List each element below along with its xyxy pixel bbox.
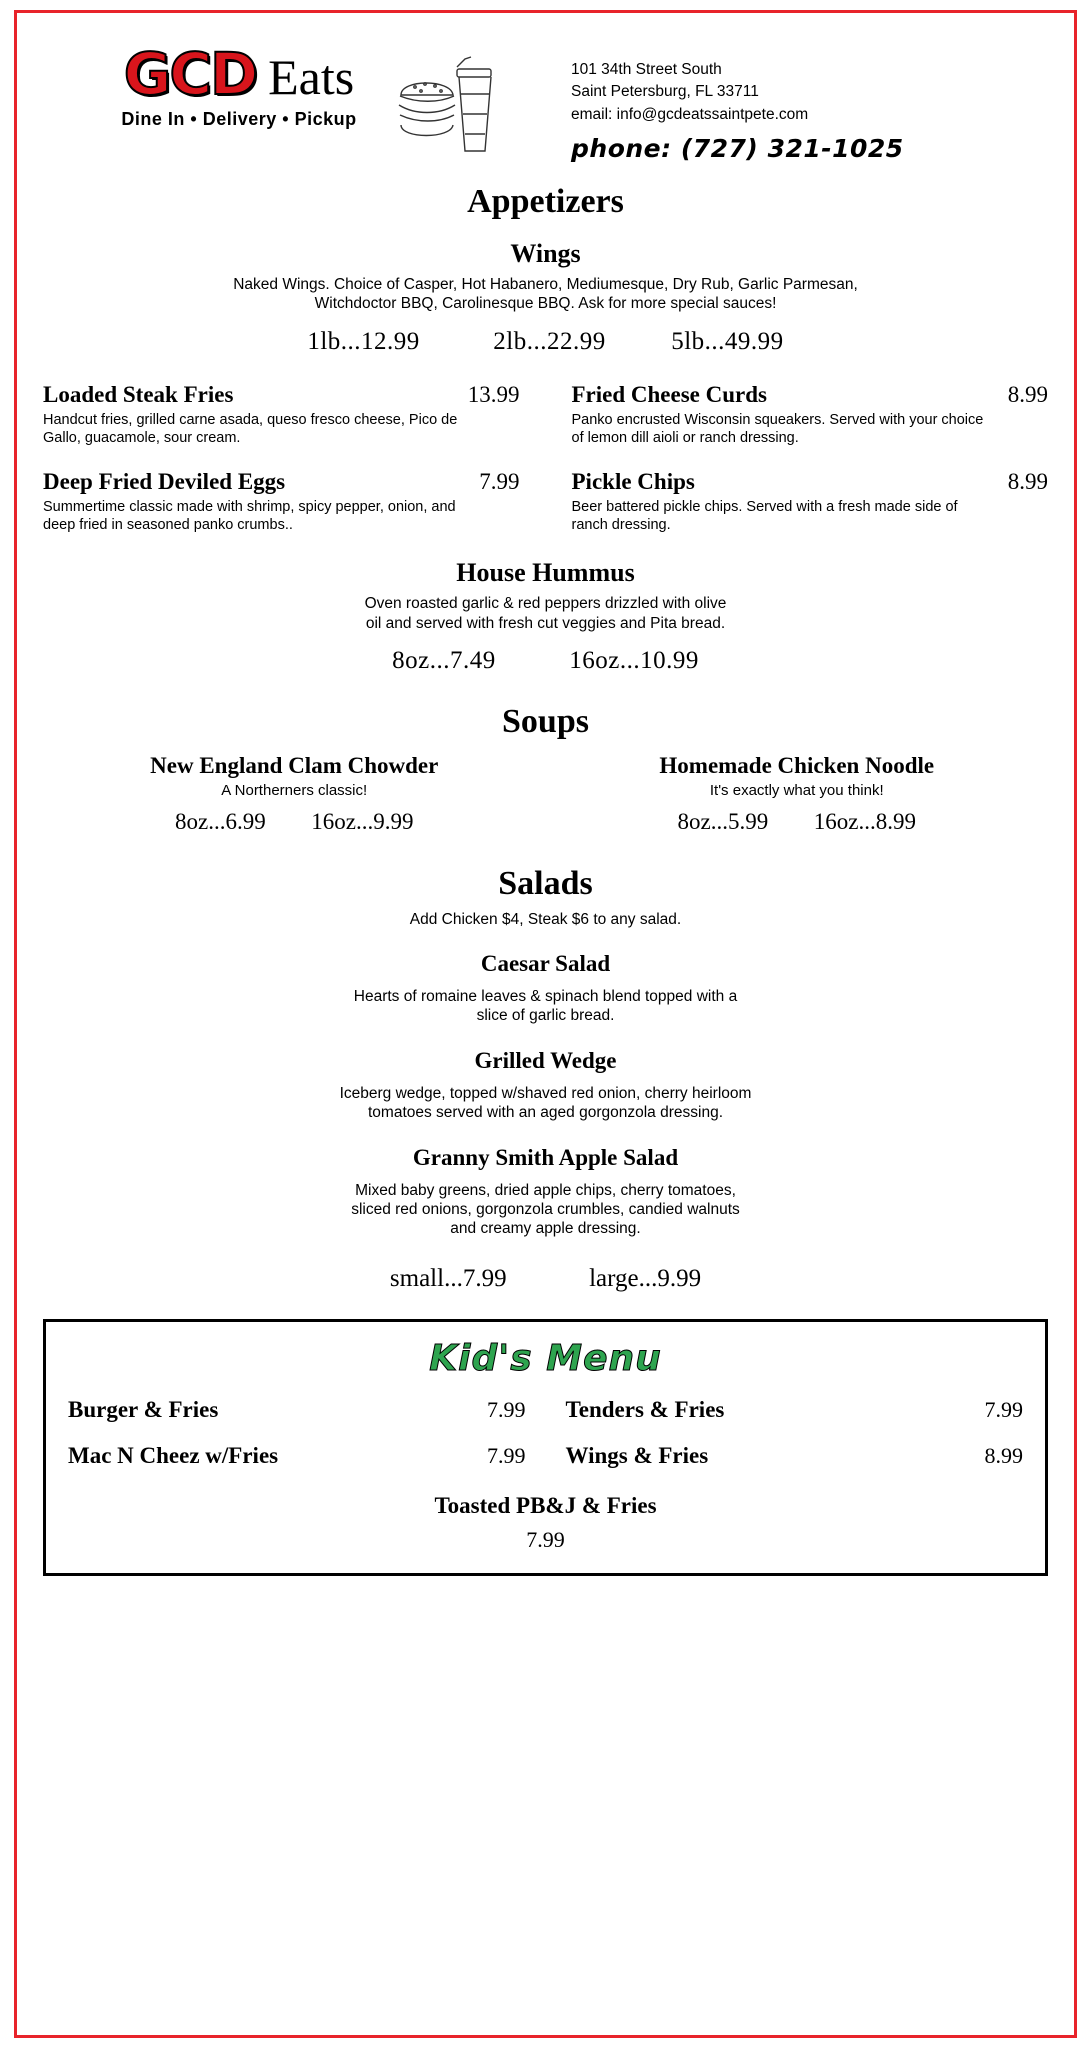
- item-name-fried-cheese-curds: Fried Cheese Curds: [571, 381, 767, 407]
- item-name-burger-and-fries: Burger & Fries: [68, 1396, 219, 1422]
- price-clam-chowder-8oz: 8oz...6.99: [175, 809, 266, 834]
- item-desc-clam-chowder: A Northerners classic!: [221, 782, 368, 799]
- item-price-tenders-and-fries: 7.99: [984, 1396, 1023, 1422]
- item-desc-house-hummus-line2: oil and served with fresh cut veggies and Pita bread.: [365, 614, 726, 632]
- price-clam-chowder-16oz: 16oz...9.99: [311, 809, 414, 834]
- email-line: email: info@gcdeatssaintpete.com: [571, 105, 809, 123]
- item-desc-apple-salad-line2: sliced red onions, gorgonzola crumbles, candied walnuts: [351, 1200, 740, 1218]
- item-price-wings-and-fries: 8.99: [984, 1442, 1023, 1468]
- kids-menu-row: [566, 1443, 1024, 1469]
- item-price-loaded-steak-fries: 13.99: [467, 381, 520, 407]
- price-wings-1lb: 1lb...12.99: [307, 327, 420, 355]
- price-chicken-noodle-8oz: 8oz...5.99: [677, 809, 769, 834]
- kids-menu-row: [68, 1397, 526, 1423]
- item-name-granny-smith-apple-salad: Granny Smith Apple Salad: [412, 1144, 679, 1170]
- item-price-fried-cheese-curds: 8.99: [1007, 381, 1048, 407]
- kids-menu-row: [566, 1397, 1024, 1423]
- address-line-1: 101 34th Street South: [571, 61, 722, 78]
- item-price-mac-n-cheez: 7.99: [487, 1442, 526, 1468]
- section-title-salads: Salads: [498, 865, 593, 902]
- item-desc-apple-salad-line3: and creamy apple dressing.: [450, 1220, 641, 1238]
- brand-logo: [89, 40, 389, 130]
- menu-item: [43, 469, 520, 534]
- item-name-house-hummus: House Hummus: [456, 558, 635, 588]
- phone-line: phone: (727) 321-1025: [571, 134, 904, 164]
- item-name-loaded-steak-fries: Loaded Steak Fries: [43, 381, 234, 407]
- section-title-soups: Soups: [502, 703, 589, 740]
- item-desc-house-hummus-line1: Oven roasted garlic & red peppers drizzled with olive: [364, 595, 727, 613]
- menu-header: [43, 27, 1048, 169]
- item-name-deep-fried-deviled-eggs: Deep Fried Deviled Eggs: [43, 469, 286, 494]
- price-wings-2lb: 2lb...22.99: [493, 327, 606, 355]
- contact-info: [571, 59, 904, 163]
- logo-eats-text: Eats: [268, 49, 355, 105]
- price-chicken-noodle-16oz: 16oz...8.99: [813, 809, 916, 834]
- item-price-toasted-pbj: 7.99: [526, 1526, 565, 1552]
- kids-menu-box: [43, 1319, 1048, 1576]
- item-desc-deep-fried-deviled-eggs: Summertime classic made with shrimp, spicy pepper, onion, and deep fried in seasoned panko crumbs..: [43, 499, 456, 534]
- item-desc-wings-line2: Witchdoctor BBQ, Carolinesque BBQ. Ask for more special sauces!: [314, 295, 777, 313]
- item-price-burger-and-fries: 7.99: [487, 1396, 526, 1422]
- item-name-toasted-pbj: Toasted PB&J & Fries: [434, 1492, 657, 1518]
- appetizer-column-right: [546, 382, 1049, 557]
- menu-item: [43, 1048, 1048, 1123]
- section-title-appetizers: Appetizers: [467, 183, 624, 220]
- menu-item: [43, 382, 520, 447]
- menu-item: [43, 1145, 1048, 1239]
- price-salad-small: small...7.99: [389, 1264, 507, 1292]
- item-name-chicken-noodle: Homemade Chicken Noodle: [659, 753, 935, 778]
- price-row-salads: [43, 1265, 1048, 1293]
- price-row-house-hummus: [43, 647, 1048, 675]
- item-name-grilled-wedge: Grilled Wedge: [474, 1047, 617, 1073]
- item-desc-caesar-salad-line1: Hearts of romaine leaves & spinach blend topped with a: [353, 988, 738, 1005]
- item-desc-wings-line1: Naked Wings. Choice of Casper, Hot Habanero, Mediumesque, Dry Rub, Garlic Parmesan,: [233, 276, 858, 293]
- price-row-chicken-noodle: [546, 809, 1049, 835]
- price-salad-large: large...9.99: [589, 1264, 702, 1292]
- menu-item: [572, 469, 1049, 534]
- item-name-tenders-and-fries: Tenders & Fries: [565, 1396, 725, 1422]
- price-hummus-16oz: 16oz...10.99: [569, 647, 699, 674]
- address-line-2: Saint Petersburg, FL 33711: [571, 83, 759, 101]
- item-desc-grilled-wedge-line2: tomatoes served with an aged gorgonzola dressing.: [368, 1104, 723, 1122]
- menu-page: [14, 10, 1077, 2038]
- item-name-caesar-salad: Caesar Salad: [480, 951, 611, 976]
- menu-item: [43, 753, 546, 835]
- item-desc-loaded-steak-fries: Handcut fries, grilled carne asada, queso fresco cheese, Pico de Gallo, guacamole, sour cream.: [43, 411, 458, 446]
- section-title-kids-menu: Kid's Menu: [429, 1337, 662, 1379]
- item-desc-caesar-salad-line2: slice of garlic bread.: [476, 1007, 615, 1025]
- kids-column-right: [546, 1397, 1024, 1489]
- kids-menu-row: [68, 1443, 526, 1469]
- kids-column-left: [68, 1397, 546, 1489]
- item-name-wings: Wings: [510, 239, 581, 268]
- price-row-wings: [43, 328, 1048, 356]
- item-desc-grilled-wedge-line1: Iceberg wedge, topped w/shaved red onion, cherry heirloom: [339, 1084, 752, 1102]
- burger-and-drink-icon: [395, 39, 515, 169]
- soup-columns: [43, 753, 1048, 835]
- menu-item: [43, 951, 1048, 1026]
- kids-menu-row: [68, 1493, 1023, 1553]
- price-wings-5lb: 5lb...49.99: [671, 327, 784, 355]
- item-desc-chicken-noodle: It's exactly what you think!: [709, 782, 884, 799]
- item-name-pickle-chips: Pickle Chips: [571, 469, 695, 494]
- price-hummus-8oz: 8oz...7.49: [392, 647, 496, 674]
- logo-tagline: Dine In • Delivery • Pickup: [121, 109, 357, 129]
- item-name-clam-chowder: New England Clam Chowder: [150, 753, 439, 778]
- logo-gcd-text: GCD: [123, 40, 257, 108]
- item-desc-apple-salad-line1: Mixed baby greens, dried apple chips, cherry tomatoes,: [355, 1181, 736, 1199]
- salad-add-on-note: Add Chicken $4, Steak $6 to any salad.: [409, 911, 682, 928]
- menu-item: [546, 753, 1049, 835]
- item-price-pickle-chips: 8.99: [1007, 469, 1048, 494]
- item-name-wings-and-fries: Wings & Fries: [565, 1442, 709, 1468]
- item-name-mac-n-cheez: Mac N Cheez w/Fries: [68, 1442, 279, 1468]
- menu-item: [572, 382, 1049, 447]
- price-row-clam-chowder: [43, 809, 546, 835]
- appetizer-columns: [43, 382, 1048, 557]
- appetizer-column-left: [43, 382, 546, 557]
- item-desc-fried-cheese-curds: Panko encrusted Wisconsin squeakers. Served with your choice of lemon dill aioli or ranch dressing.: [571, 411, 984, 446]
- item-desc-pickle-chips: Beer battered pickle chips. Served with a fresh made side of ranch dressing.: [571, 499, 958, 534]
- item-price-deep-fried-deviled-eggs: 7.99: [479, 469, 520, 494]
